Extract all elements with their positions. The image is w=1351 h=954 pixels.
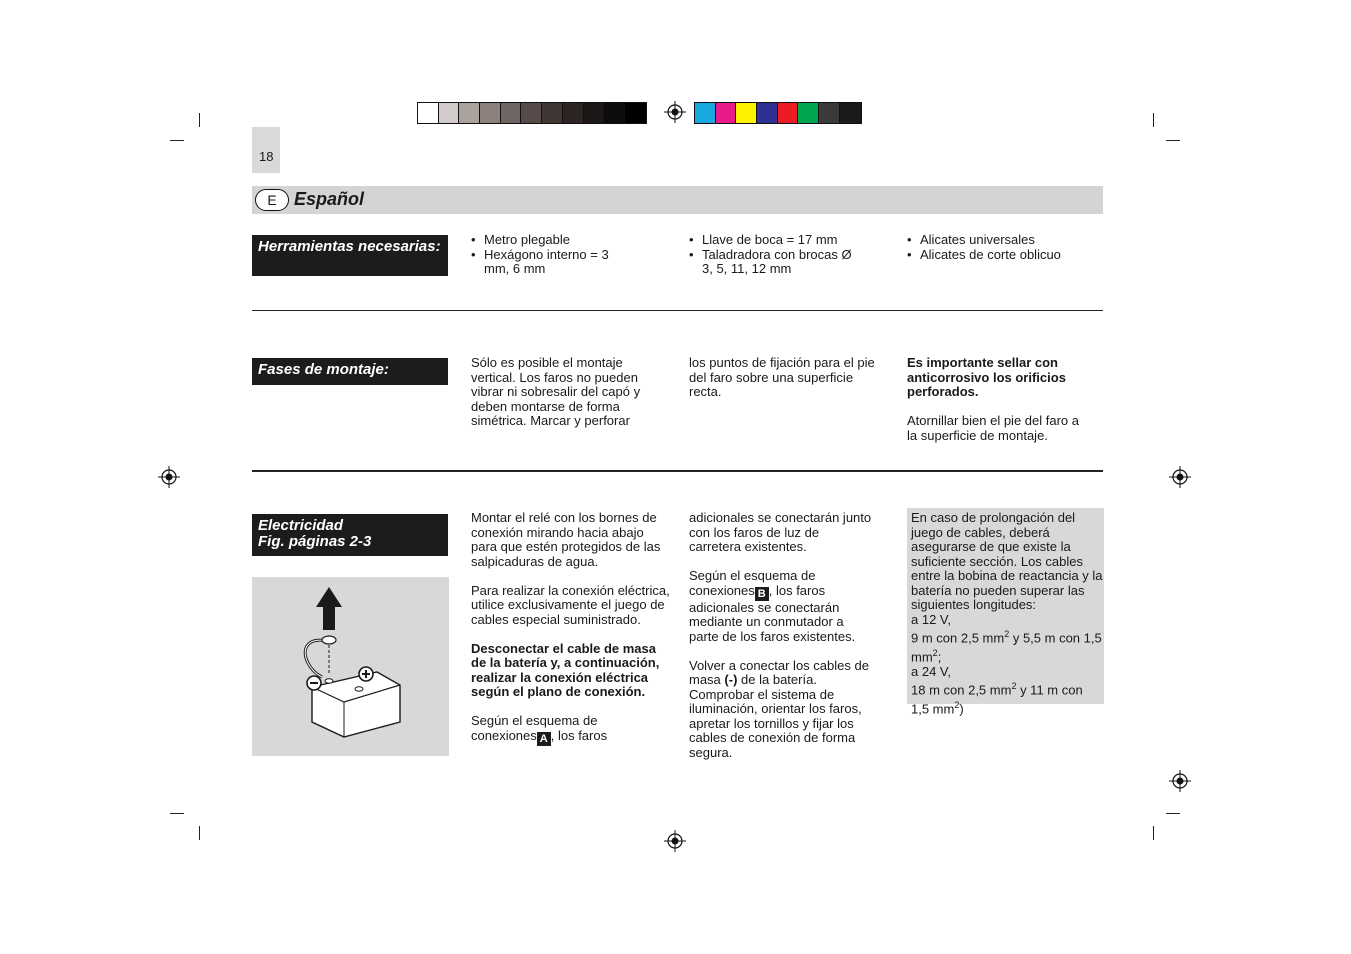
superscript: 2 — [954, 699, 960, 710]
gray-swatch — [459, 103, 480, 123]
crop-mark — [199, 113, 200, 127]
electric-text-part: Según el esquema de conexiones — [689, 568, 816, 598]
note-12v-label: a 12 V, — [911, 611, 952, 627]
electric-text — [689, 659, 874, 761]
list-item-text: Hexágono interno = 3 mm, 6 mm — [484, 246, 609, 276]
registration-mark-icon — [1169, 770, 1191, 792]
superscript: 2 — [1004, 629, 1010, 639]
section-divider — [252, 470, 1103, 472]
process-swatch — [840, 103, 861, 123]
battery-figure — [252, 577, 449, 756]
electric-text-part: Volver a conectar los cables de masa — [689, 657, 869, 687]
gray-swatch — [501, 103, 522, 123]
process-swatch — [757, 103, 778, 123]
electric-heading — [252, 514, 448, 556]
scheme-b-badge: B — [755, 587, 769, 601]
note-12v-lengths — [911, 627, 1103, 665]
electric-text — [471, 714, 621, 746]
note-text-part: ) — [959, 701, 964, 717]
list-item — [471, 248, 612, 277]
arrow-up-icon — [316, 587, 342, 630]
mounting-text: Atornillar bien el pie del faro a la superficie de montaje. — [907, 413, 1079, 443]
note-24v-lengths — [911, 679, 1103, 717]
mounting-column-3 — [907, 356, 1087, 458]
list-item: • Llave de boca = 17 mm — [689, 233, 869, 248]
battery-disconnect-illustration — [252, 577, 449, 756]
gray-swatch — [563, 103, 584, 123]
crop-mark — [170, 813, 184, 814]
list-item: • Alicates de corte oblicuo — [907, 248, 1097, 263]
list-item — [689, 248, 862, 277]
page-number: 18 — [259, 149, 274, 164]
note-text-part: 18 m con 2,5 mm — [911, 682, 1012, 698]
note-24v-label: a 24 V, — [911, 663, 952, 679]
scheme-a-badge: A — [537, 732, 551, 746]
gray-swatch — [584, 103, 605, 123]
note-text-part: y 11 m con 1,5 mm — [911, 682, 1083, 717]
gray-swatch — [625, 103, 646, 123]
electric-text-bold: (-) — [724, 672, 738, 687]
process-swatch — [736, 103, 757, 123]
crop-mark — [199, 826, 200, 840]
electric-text — [689, 569, 874, 644]
electric-text-part: Según el esquema de conexiones — [471, 713, 598, 743]
electric-column-1 — [471, 511, 671, 760]
tools-column-1 — [471, 233, 661, 277]
registration-mark-icon — [158, 466, 180, 488]
note-text-part: 9 m con 2,5 mm — [911, 630, 1005, 646]
process-swatch — [695, 103, 716, 123]
gray-color-bar — [417, 102, 647, 124]
section-divider — [252, 310, 1103, 311]
list-item: • Metro plegable — [471, 233, 661, 248]
crop-mark — [1166, 813, 1180, 814]
mounting-text: los puntos de fijación para el pie del faro sobre una superficie recta. — [689, 355, 875, 399]
crop-mark — [1153, 826, 1154, 840]
crop-mark — [170, 140, 184, 141]
process-color-bar — [694, 102, 862, 124]
electric-text: adicionales se conectarán junto con los faros de luz de carretera existentes. — [689, 510, 872, 554]
electric-column-2 — [689, 511, 874, 775]
superscript: 2 — [1011, 681, 1017, 692]
list-item: • Alicates universales — [907, 233, 1097, 248]
process-swatch — [716, 103, 737, 123]
mounting-text: Sólo es posible el montaje vertical. Los faros no pueden vibrar ni sobresalir del capó y deben montarse de forma simétrica. Marcar y perforar — [471, 355, 641, 428]
electric-heading-line1: Electricidad — [258, 517, 344, 534]
electric-text: Montar el relé con los bornes de conexión mirando hacia abajo para que estén protegidos de las salpicaduras de agua. — [471, 510, 661, 569]
registration-mark-icon — [1169, 466, 1191, 488]
mounting-column-1 — [471, 356, 661, 443]
language-badge: E — [255, 189, 289, 211]
superscript: 2 — [932, 647, 938, 658]
mounting-column-2 — [689, 356, 889, 414]
crop-mark — [1166, 140, 1180, 141]
registration-mark-icon — [664, 830, 686, 852]
list-item-text: Taladradora con brocas Ø 3, 5, 11, 12 mm — [702, 246, 852, 276]
crop-mark — [1153, 113, 1154, 127]
process-swatch — [798, 103, 819, 123]
cable-extension-note — [911, 511, 1103, 717]
mounting-warning: Es importante sellar con anticorrosivo los orificios perforados. — [907, 355, 1066, 399]
process-swatch — [819, 103, 840, 123]
gray-swatch — [480, 103, 501, 123]
gray-swatch — [521, 103, 542, 123]
language-title: Español — [294, 189, 365, 209]
note-intro: En caso de prolongación del juego de cables, deberá asegurarse de que existe la suficiente sección. Los cables entre la bobina de reactancia y la batería no pueden superar las siguientes longitudes: — [911, 510, 1103, 612]
registration-mark-icon — [664, 101, 686, 123]
electric-warning: Desconectar el cable de masa de la batería y, a continuación, realizar la conexión eléctrica según el plano de conexión. — [471, 640, 660, 699]
note-text-part: y 5,5 m con 1,5 mm — [911, 630, 1102, 665]
tools-heading-text: Herramientas necesarias: — [258, 238, 441, 255]
gray-swatch — [418, 103, 439, 123]
tools-column-2 — [689, 233, 869, 277]
mounting-heading — [252, 358, 448, 385]
tools-heading — [252, 235, 448, 276]
electric-text-part: , los faros adicionales se conectarán mediante un conmutador a parte de los faros existentes. — [689, 582, 856, 644]
language-bar — [252, 186, 1103, 214]
gray-swatch — [542, 103, 563, 123]
electric-text-part: de la batería. Comprobar el sistema de iluminación, orientar los faros, apretar los tornillos y fijar los cables de conexión de forma segura. — [689, 672, 862, 760]
process-swatch — [778, 103, 799, 123]
gray-swatch — [439, 103, 460, 123]
electric-heading-line2: Fig. páginas 2-3 — [258, 533, 372, 550]
mounting-heading-text: Fases de montaje: — [258, 361, 389, 378]
electric-text-part: , los faros — [550, 727, 608, 743]
tools-column-3 — [907, 233, 1097, 262]
gray-swatch — [604, 103, 625, 123]
electric-text: Para realizar la conexión eléctrica, utilice exclusivamente el juego de cables especial suministrado. — [471, 582, 670, 627]
note-text-part: ; — [937, 649, 942, 665]
